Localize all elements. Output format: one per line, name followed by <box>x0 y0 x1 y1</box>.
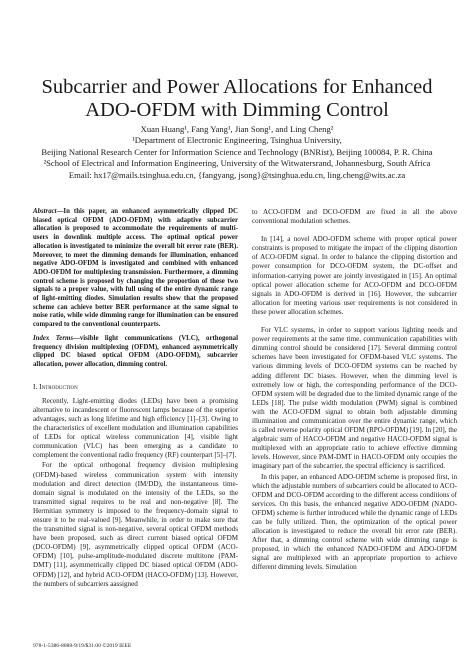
index-terms-label: Index Terms <box>33 334 73 342</box>
abstract-text: —In this paper, an enhanced asymmetrically clipped DC biased optical OFDM (ADO-OFDM) with adaptive subcarrier allocation is proposed to accommodate the requirements of multi-users in downlink multiple access. The optimal optical power allocation is investigated to minimize the overall bit error rate (BER). Moreover, to meet the dimming demands for illumination, enhanced negative ADO-OFDM is investigated and combined with enhanced ADO-OFDM for multiplexing transmission. Furthermore, a dimming control scheme is proposed by changing the proportion of these two signals to a proper value, with full using of the entire dynamic range of light-emitting diodes. Simulation results show that the proposed scheme can achieve better BER performance at the same signal to noise ratio, while wide dimming range for illumination can be ensured compared to the conventional counterparts. <box>33 208 238 329</box>
right-column <box>252 208 457 574</box>
paragraph: to ACO-OFDM and DCO-OFDM are fixed in all the above conventional modulation schemes. <box>252 208 457 226</box>
paragraph: In [14], a novel ADO-OFDM scheme with proper optical power constraints is proposed to mitigate the impact of the clipping distortion of ACO-OFDM signal. In order to balance the clipping distortion and power consumption for DCO-OFDM system, the DC-offset and information-carrying power are jointly investigated in [15]. An optimal optical power allocation scheme for ACO-OFDM and DCO-OFDM signals in ADO-OFDM is derived in [16]. However, the subcarrier allocation for meeting various user requirements is not considered in these power allocation schemes. <box>252 235 457 316</box>
paragraph: For the optical orthogonal frequency division multiplexing (OFDM)-based wireless communication system with intensity modulation and direct detection (IM/DD), the instantaneous time-domain signal is modulated on the intensity of the LEDs, so the transmitted signal requires to be real and non-negative [8]. The Hermitian symmetry is imposed to the frequency-domain signal to ensure it to be real-valued [9]. Meanwhile, in order to make sure that the transmitted signal is non-negative, several optical OFDM methods have been proposed, such as direct current biased optical OFDM (DCO-OFDM) [9], asymmetrically clipped optical OFDM (ACO-OFDM) [10], pulse-amplitude-modulated discrete multitone (PAM-DMT) [11], asymmetrically clipped DC biased optical OFDM (ADO-OFDM) [12], and hybrid ACO-OFDM (HACO-OFDM) [13]. However, the numbers of subcarriers aassigned <box>33 461 238 588</box>
abstract <box>33 208 238 330</box>
abstract-label: Abstract <box>33 208 57 215</box>
title-line-2: ADO-OFDM with Dimming Control <box>85 99 389 121</box>
section-heading-introduction: I. Introduction <box>33 381 78 391</box>
author-names: Xuan Huang¹, Fang Yang¹, Jian Song¹, and Ling Cheng² <box>140 124 334 134</box>
affiliation-1b: Beijing National Research Center for Information Science and Technology (BNRist), Beijing 100084, P. R. China <box>41 146 433 157</box>
paper-title <box>20 76 454 122</box>
author-emails: Email: hx17@mails.tsinghua.edu.cn, {fangyang, jsong}@tsinghua.edu.cn, ling.cheng@wits.ac.za <box>68 169 406 180</box>
index-terms-text: —visible light communications (VLC), orthogonal frequency division multiplexing (OFDM), enhanced asymmetrically clipped DC biased optical OFDM (ADO-OFDM), subcarrier allocation, power allocation, dimming control. <box>33 334 238 368</box>
affiliation-1: ¹Department of Electronic Engineering, Tsinghua University, <box>132 135 342 146</box>
left-column <box>33 208 238 590</box>
paragraph: For VLC systems, in order to support various lighting needs and power requirements at the same time, communication capabilities with dimming control should be considered [17]. Several dimming control schemes have been investigated for OFDM-based VLC systems. The various dimming levels of DCO-OFDM systems can be reached by adding different DC biases. However, when the dimming level is extremely low or high, the corresponding performance of the DCO-OFDM system will be degraded due to the limited dynamic range of the LEDs [18]. The pulse width modulation (PWM) signal is combined with the ACO-OFDM signal to obtain both adjustable dimming illumination and communication over the entire dynamic range, which is called reverse polarity optical OFDM (RPO-OFDM) [19]. In [20], the algebraic sum of HACO-OFDM and negative HACO-OFDM signal is multiplexed with an appropriate ratio to achieve effective dimming levels. However, since PAM-DMT in HACO-OFDM only occupies the imaginary part of the subcarrier, the spectral efficiency is sacrificed. <box>252 326 457 471</box>
author-block <box>18 124 456 181</box>
copyright-footer: 978-1-5386-8088-9/19/$31.00 ©2019 IEEE <box>33 643 132 649</box>
paragraph: In this paper, an enhanced ADO-OFDM scheme is proposed first, in which the adjustable numbers of subcarriers could be allocated to ACO-OFDM and DCO-OFDM according to the different access conditions of services. On this basis, the enhanced negative ADO-OFDM (NADO-OFDM) scheme is further introduced while the dynamic range of LEDs can be fully utilized. Then, the optimization of the optical power allocation is investigated to reduce the overall bit error rate (BER). After that, a dimming control scheme with wide dimming range is proposed, in which the enhanced NADO-OFDM and ADO-OFDM signal are multiplexed with an appropriate proportion to achieve different dimming levels. Simulation <box>252 472 457 572</box>
affiliation-2: ²School of Electrical and Information Engineering, University of the Witwatersrand, Johannesburg, South Africa <box>43 158 431 169</box>
title-line-1: Subcarrier and Power Allocations for Enhanced <box>41 76 433 98</box>
index-terms <box>33 335 238 370</box>
paragraph: Recently, Light-emitting diodes (LEDs) have been a promising alternative to incandescent or fluorescent lamps because of the superior advantages, such as long lifetime and high efficiency [1]–[3]. Owing to the characteristics of excellent modulation and illumination capabilities of LEDs for optical wireless communication [4], visible light communication (VLC) has been emerging as a candidate to complement the conventional radio frequency (RF) counterpart [5]–[7]. <box>33 396 238 460</box>
